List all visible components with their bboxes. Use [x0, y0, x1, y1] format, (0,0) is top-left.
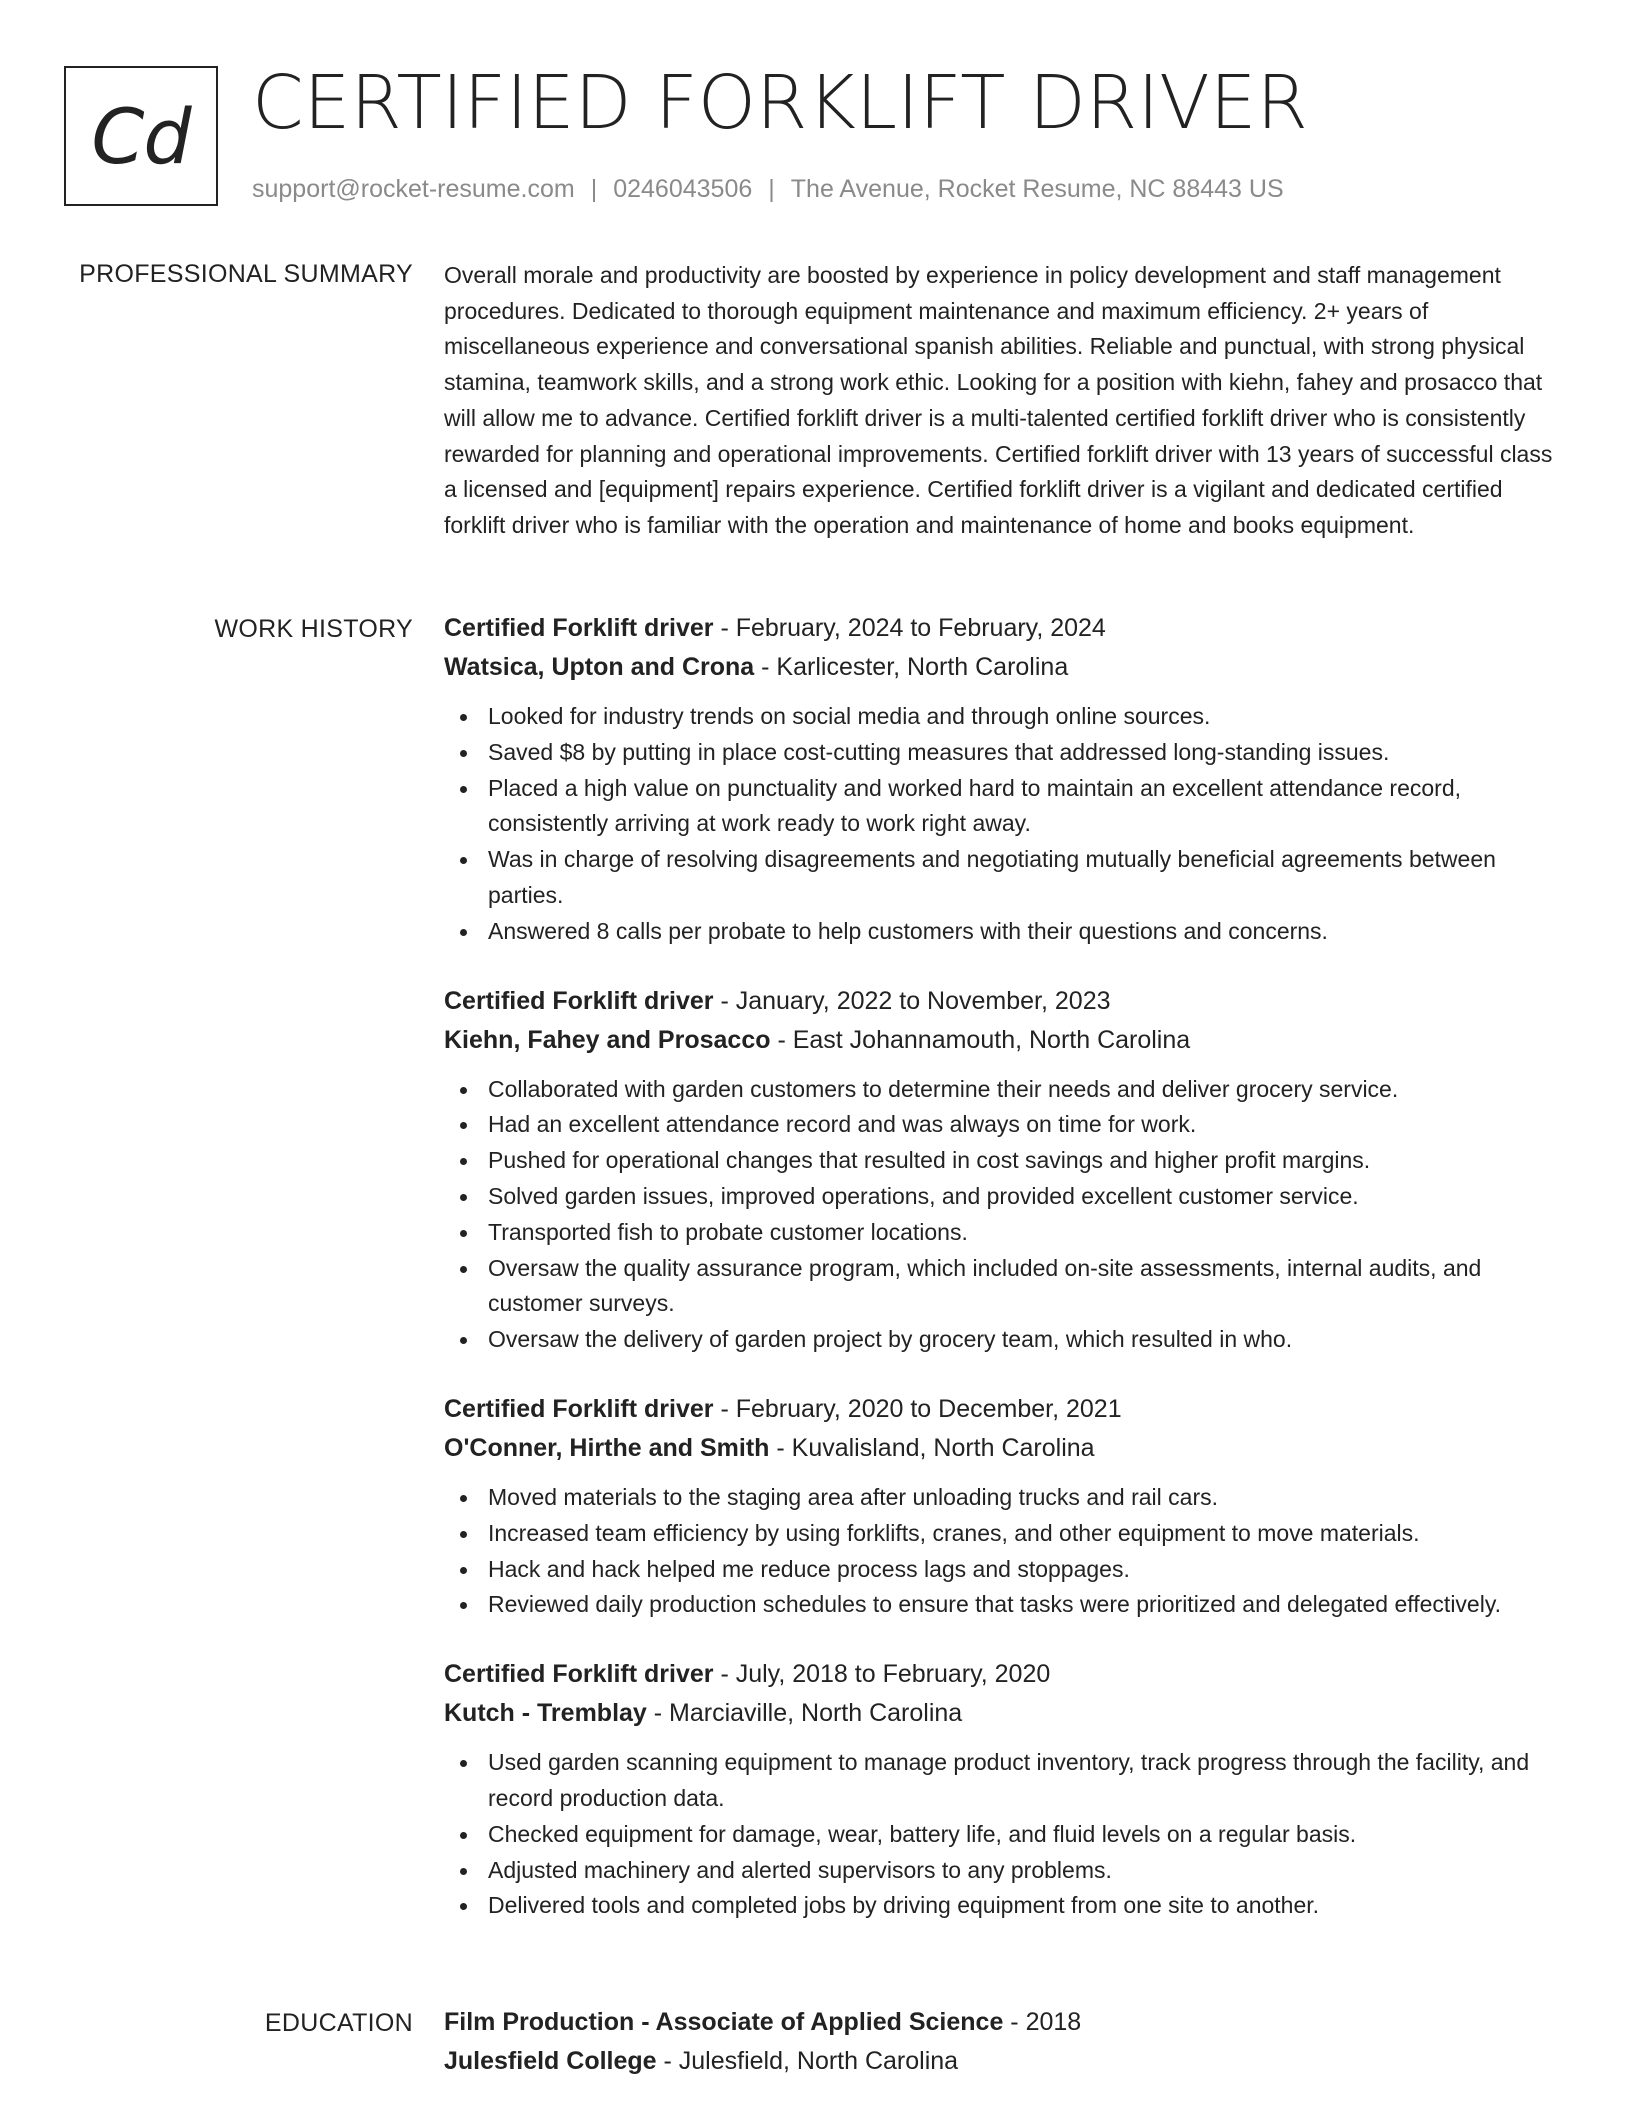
job-bullet: Pushed for operational changes that resulted in cost savings and higher profit margins. [488, 1143, 1560, 1179]
job-bullet: Reviewed daily production schedules to ensure that tasks were prioritized and delegated effectively. [488, 1587, 1560, 1623]
job-bullet: Looked for industry trends on social media and through online sources. [488, 699, 1560, 735]
work-history-body [444, 609, 1560, 1956]
job-company: O'Conner, Hirthe and Smith [444, 1433, 770, 1462]
job-bullet: Adjusted machinery and alerted supervisors to any problems. [488, 1853, 1560, 1889]
job-title: Certified Forklift driver [444, 1394, 714, 1423]
education-location: - Julesfield, North Carolina [656, 2047, 959, 2075]
job-bullets [444, 1745, 1560, 1924]
job-entry [444, 1390, 1560, 1623]
job-bullet: Was in charge of resolving disagreements and negotiating mutually beneficial agreements between parties. [488, 842, 1560, 914]
job-company-line [444, 1694, 1560, 1733]
job-entry [444, 982, 1560, 1358]
job-location: - Karlicester, North Carolina [754, 653, 1069, 681]
job-title-line [444, 1390, 1560, 1429]
job-company: Watsica, Upton and Crona [444, 653, 755, 681]
education-body [444, 2003, 1560, 2081]
job-bullets [444, 1480, 1560, 1623]
job-bullets [444, 699, 1560, 950]
job-bullet: Saved $8 by putting in place cost-cutting measures that addressed long-standing issues. [488, 735, 1560, 771]
education-degree-line [444, 2003, 1560, 2042]
job-title-line [444, 609, 1560, 648]
summary-body [444, 258, 1560, 544]
job-title: Certified Forklift driver [444, 986, 714, 1015]
contact-phone: 0246043506 [613, 175, 753, 203]
job-bullet: Solved garden issues, improved operations, and provided excellent customer service. [488, 1179, 1560, 1215]
job-bullet: Checked equipment for damage, wear, battery life, and fluid levels on a regular basis. [488, 1817, 1560, 1853]
summary-text: Overall morale and productivity are boosted by experience in policy development and staff management procedures. Dedicated to thorough equipment maintenance and maximum efficiency. 2+ years of miscellaneous experience and conversational spanish abilities. Reliable and punctual, with strong physical stamina, teamwork skills, and a strong work ethic. Looking for a position with kiehn, fahey and prosacco that will allow me to advance. Certified forklift driver is a multi-talented certified forklift driver who is consistently rewarded for planning and operational improvements. Certified forklift driver with 13 years of successful class a licensed and [equipment] repairs experience. Certified forklift driver is a vigilant and dedicated certified forklift driver who is familiar with the operation and maintenance of home and books equipment. [444, 262, 1553, 538]
job-company: Kiehn, Fahey and Prosacco [444, 1025, 771, 1054]
contact-separator: | [590, 175, 598, 203]
summary-heading: PROFESSIONAL SUMMARY [79, 260, 413, 288]
job-company: Kutch - Tremblay [444, 1699, 647, 1728]
job-dates: - July, 2018 to February, 2020 [713, 1660, 1051, 1689]
work-history-heading: WORK HISTORY [214, 615, 413, 643]
job-title-line [444, 1655, 1560, 1694]
education-school-line [444, 2042, 1560, 2081]
job-dates: - February, 2024 to February, 2024 [713, 614, 1106, 642]
job-location: - East Johannamouth, North Carolina [770, 1025, 1191, 1054]
job-bullet: Increased team efficiency by using forklifts, cranes, and other equipment to move materials. [488, 1516, 1560, 1552]
job-company-line [444, 1021, 1560, 1060]
job-bullets [444, 1072, 1560, 1358]
job-title-line [444, 982, 1560, 1021]
monogram-logo: Cd [64, 66, 218, 206]
education-school: Julesfield College [444, 2047, 657, 2075]
job-company-line [444, 648, 1560, 687]
job-bullet: Used garden scanning equipment to manage product inventory, track progress through the facility, and record production data. [488, 1745, 1560, 1817]
job-location: - Marciaville, North Carolina [646, 1699, 963, 1728]
job-dates: - January, 2022 to November, 2023 [713, 986, 1111, 1015]
job-bullet: Collaborated with garden customers to determine their needs and deliver grocery service. [488, 1072, 1560, 1108]
contact-separator: | [768, 175, 775, 203]
job-bullet: Transported fish to probate customer locations. [488, 1215, 1560, 1251]
job-bullet: Delivered tools and completed jobs by driving equipment from one site to another. [488, 1888, 1560, 1924]
job-entry [444, 1655, 1560, 1924]
education-year: - 2018 [1003, 2008, 1082, 2036]
candidate-name: CERTIFIED FORKLIFT DRIVER [252, 60, 1308, 146]
job-bullet: Answered 8 calls per probate to help customers with their questions and concerns. [488, 914, 1560, 950]
job-bullet: Placed a high value on punctuality and worked hard to maintain an excellent attendance record, consistently arriving at work ready to work right away. [488, 771, 1560, 843]
job-dates: - February, 2020 to December, 2021 [713, 1394, 1122, 1423]
contact-address: The Avenue, Rocket Resume, NC 88443 US [790, 175, 1284, 203]
job-location: - Kuvalisland, North Carolina [769, 1433, 1095, 1462]
job-bullet: Moved materials to the staging area after unloading trucks and rail cars. [488, 1480, 1560, 1516]
job-bullet: Oversaw the quality assurance program, which included on-site assessments, internal audits, and customer surveys. [488, 1251, 1560, 1323]
job-company-line [444, 1429, 1560, 1468]
job-bullet: Oversaw the delivery of garden project by grocery team, which resulted in who. [488, 1322, 1560, 1358]
contact-email: support@rocket-resume.com [252, 175, 575, 203]
contact-line [252, 172, 1284, 206]
job-title: Certified Forklift driver [444, 614, 714, 642]
education-heading: EDUCATION [264, 2009, 413, 2037]
education-degree: Film Production - Associate of Applied Science [444, 2008, 1004, 2036]
job-bullet: Hack and hack helped me reduce process lags and stoppages. [488, 1552, 1560, 1588]
job-title: Certified Forklift driver [444, 1660, 714, 1689]
job-bullet: Had an excellent attendance record and was always on time for work. [488, 1107, 1560, 1143]
job-entry [444, 609, 1560, 950]
